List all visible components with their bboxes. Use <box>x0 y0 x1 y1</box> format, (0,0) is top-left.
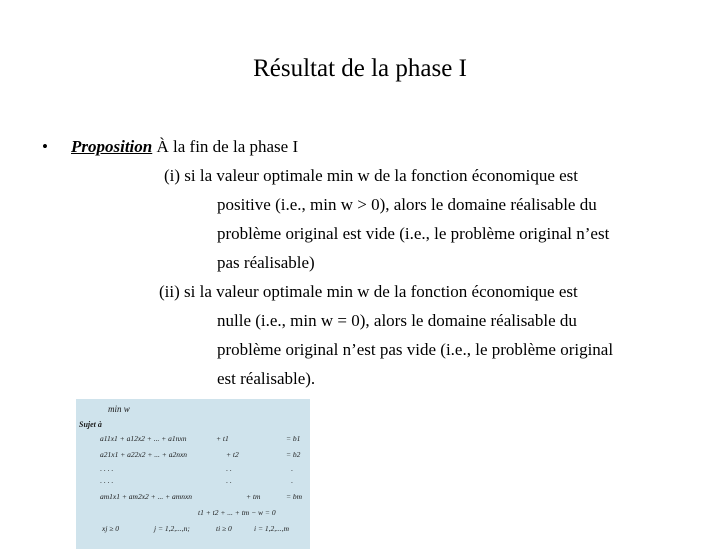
item-ii-line-3: problème original n’est pas vide (i.e., le problème original <box>217 340 614 359</box>
proposition-heading <box>71 132 298 161</box>
proposition-intro: À la fin de la phase I <box>152 137 299 156</box>
constraint-row-1-art: + t1 <box>216 434 229 443</box>
constraint-row-1-rhs: = b1 <box>286 434 301 443</box>
nonneg-t: ti ≥ 0 <box>216 524 232 533</box>
constraint-row-2-art: + t2 <box>226 450 239 459</box>
constraint-row-dots-2-art: . . <box>226 476 232 485</box>
artificial-sum-row: t1 + t2 + ... + tm − w = 0 <box>198 508 276 517</box>
bullet-marker: • <box>42 137 48 156</box>
phase-one-formulation <box>76 399 310 549</box>
item-i-line-2: positive (i.e., min w > 0), alors le domaine réalisable du <box>217 195 597 214</box>
constraint-row-2-rhs: = b2 <box>286 450 301 459</box>
constraint-row-dots-1-lhs: . . . . <box>100 464 114 473</box>
constraint-row-dots-1-art: . . <box>226 464 232 473</box>
constraint-row-dots-2-rhs: . <box>291 476 293 485</box>
item-ii-line-2: nulle (i.e., min w = 0), alors le domaine réalisable du <box>217 311 577 330</box>
nonneg-x-range: j = 1,2,...,n; <box>154 524 190 533</box>
constraint-row-1-lhs: a11x1 + a12x2 + ... + a1nxn <box>100 434 187 443</box>
nonneg-x: xj ≥ 0 <box>102 524 120 533</box>
constraint-row-m-rhs: = bm <box>286 492 303 501</box>
proposition-label: Proposition <box>71 137 153 156</box>
item-ii-line-1: (ii) si la valeur optimale min w de la fonction économique est <box>159 282 578 301</box>
item-ii-line-4: est réalisable). <box>217 369 316 388</box>
slide-title: Résultat de la phase I <box>253 55 467 82</box>
phase-one-problem-figure <box>76 399 310 549</box>
constraint-row-2-lhs: a21x1 + a22x2 + ... + a2nxn <box>100 450 188 459</box>
constraint-row-dots-2-lhs: . . . . <box>100 476 114 485</box>
constraint-row-m-lhs: am1x1 + am2x2 + ... + amnxn <box>100 492 193 501</box>
item-i-line-4: pas réalisable) <box>217 253 315 272</box>
item-i-line-1: (i) si la valeur optimale min w de la fonction économique est <box>164 166 579 185</box>
figure-objective: min w <box>108 404 130 414</box>
constraint-row-m-art: + tm <box>246 492 261 501</box>
constraint-row-dots-1-rhs: . <box>291 464 293 473</box>
nonneg-t-range: i = 1,2,...,m <box>254 524 290 533</box>
figure-subject-to: Sujet à <box>79 420 102 429</box>
item-i-line-3: problème original est vide (i.e., le problème original n’est <box>217 224 610 243</box>
